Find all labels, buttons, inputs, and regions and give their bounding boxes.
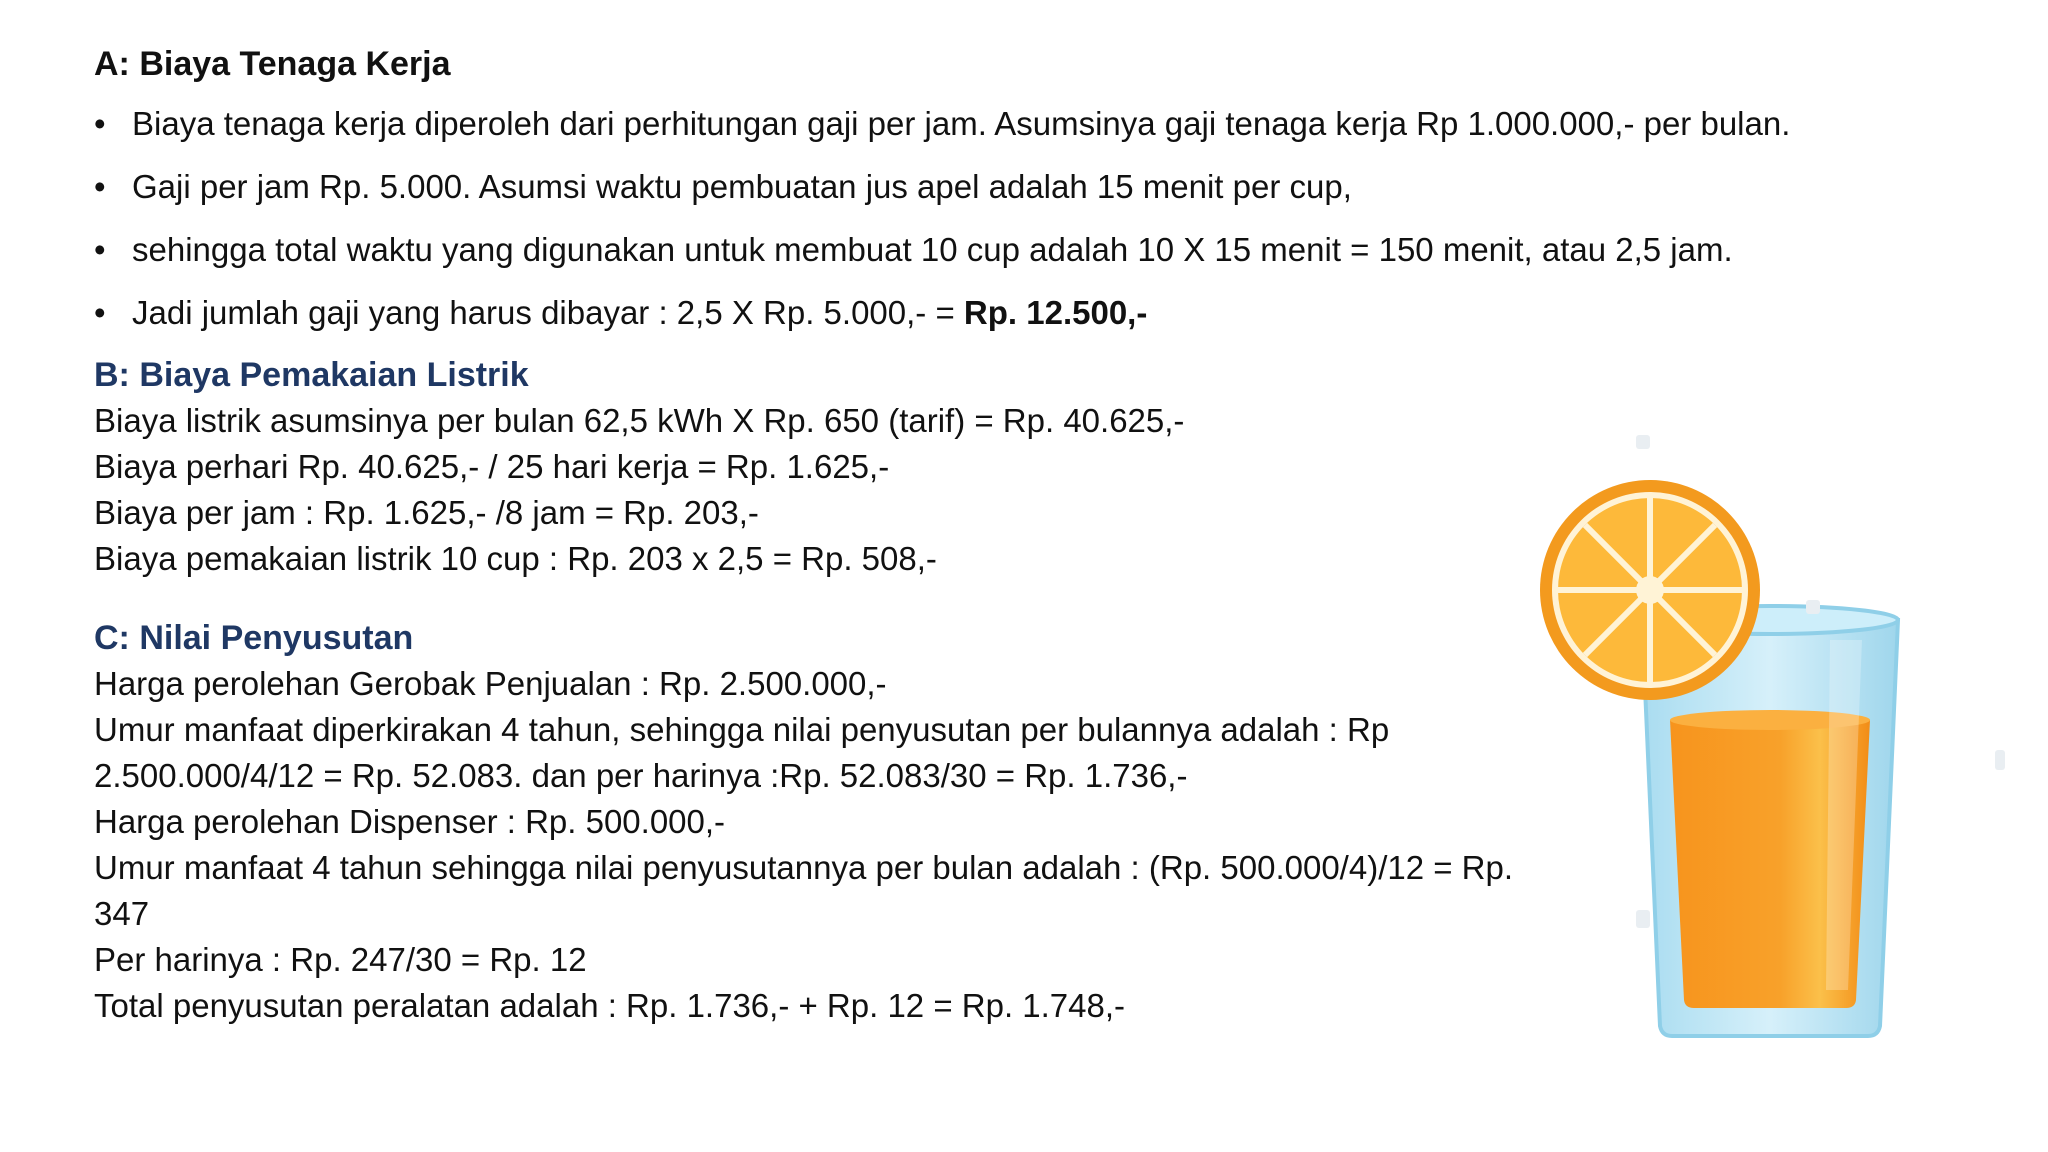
bullet-text: Jadi jumlah gaji yang harus dibayar : 2,5 X Rp. 5.000,- = [132,294,964,331]
text-line: Harga perolehan Gerobak Penjualan : Rp. 2.500.000,- [94,665,887,702]
bullet-text: sehingga total waktu yang digunakan untuk membuat 10 cup adalah 10 X 15 menit = 150 menit, atau 2,5 jam. [132,231,1733,268]
watermark-mark [1806,600,1820,614]
text-line: 347 [94,895,150,932]
text-line: Harga perolehan Dispenser : Rp. 500.000,- [94,803,726,840]
bullet-dot: • [94,105,106,142]
section-a-bullet-list [94,104,1790,356]
juice-glass-drawing [1530,430,2010,1050]
watermark-mark [1995,750,2005,770]
bullet-bold-total: Rp. 12.500,- [963,294,1148,331]
orange-juice-glass-icon [1530,430,2010,1050]
bullet-dot: • [94,168,106,205]
text-line: 2.500.000/4/12 = Rp. 52.083. dan per harinya :Rp. 52.083/30 = Rp. 1.736,- [94,757,1188,794]
watermark-mark [1636,910,1650,928]
bullet-dot: • [94,231,106,268]
bullet-text: Gaji per jam Rp. 5.000. Asumsi waktu pembuatan jus apel adalah 15 menit per cup, [132,168,1352,205]
section-a-heading: A: Biaya Tenaga Kerja [94,45,451,83]
bullet-item [94,293,1790,333]
bullet-dot: • [94,294,106,331]
watermark-mark [1636,435,1650,449]
text-line: Biaya per jam : Rp. 1.625,- /8 jam = Rp. 203,- [94,494,759,531]
text-line: Per harinya : Rp. 247/30 = Rp. 12 [94,941,587,978]
text-line: Biaya listrik asumsinya per bulan 62,5 kWh X Rp. 650 (tarif) = Rp. 40.625,- [94,402,1185,439]
section-c-heading: C: Nilai Penyusutan [94,619,414,657]
section-b-heading: B: Biaya Pemakaian Listrik [94,356,529,394]
text-line: Umur manfaat 4 tahun sehingga nilai penyusutannya per bulan adalah : (Rp. 500.000/4)/12 = Rp. [94,849,1514,886]
text-line: Total penyusutan peralatan adalah : Rp. 1.736,- + Rp. 12 = Rp. 1.748,- [94,987,1126,1024]
bullet-item [94,230,1790,270]
bullet-item [94,104,1790,144]
section-b-body [94,398,1184,582]
text-line: Umur manfaat diperkirakan 4 tahun, sehingga nilai penyusutan per bulannya adalah : Rp [94,711,1390,748]
text-line: Biaya perhari Rp. 40.625,- / 25 hari kerja = Rp. 1.625,- [94,448,890,485]
bullet-text: Biaya tenaga kerja diperoleh dari perhitungan gaji per jam. Asumsinya gaji tenaga kerja Rp 1.000.000,- per bulan. [132,105,1791,142]
text-line: Biaya pemakaian listrik 10 cup : Rp. 203 x 2,5 = Rp. 508,- [94,540,937,577]
bullet-item [94,167,1790,207]
section-c-body [94,661,1513,1029]
